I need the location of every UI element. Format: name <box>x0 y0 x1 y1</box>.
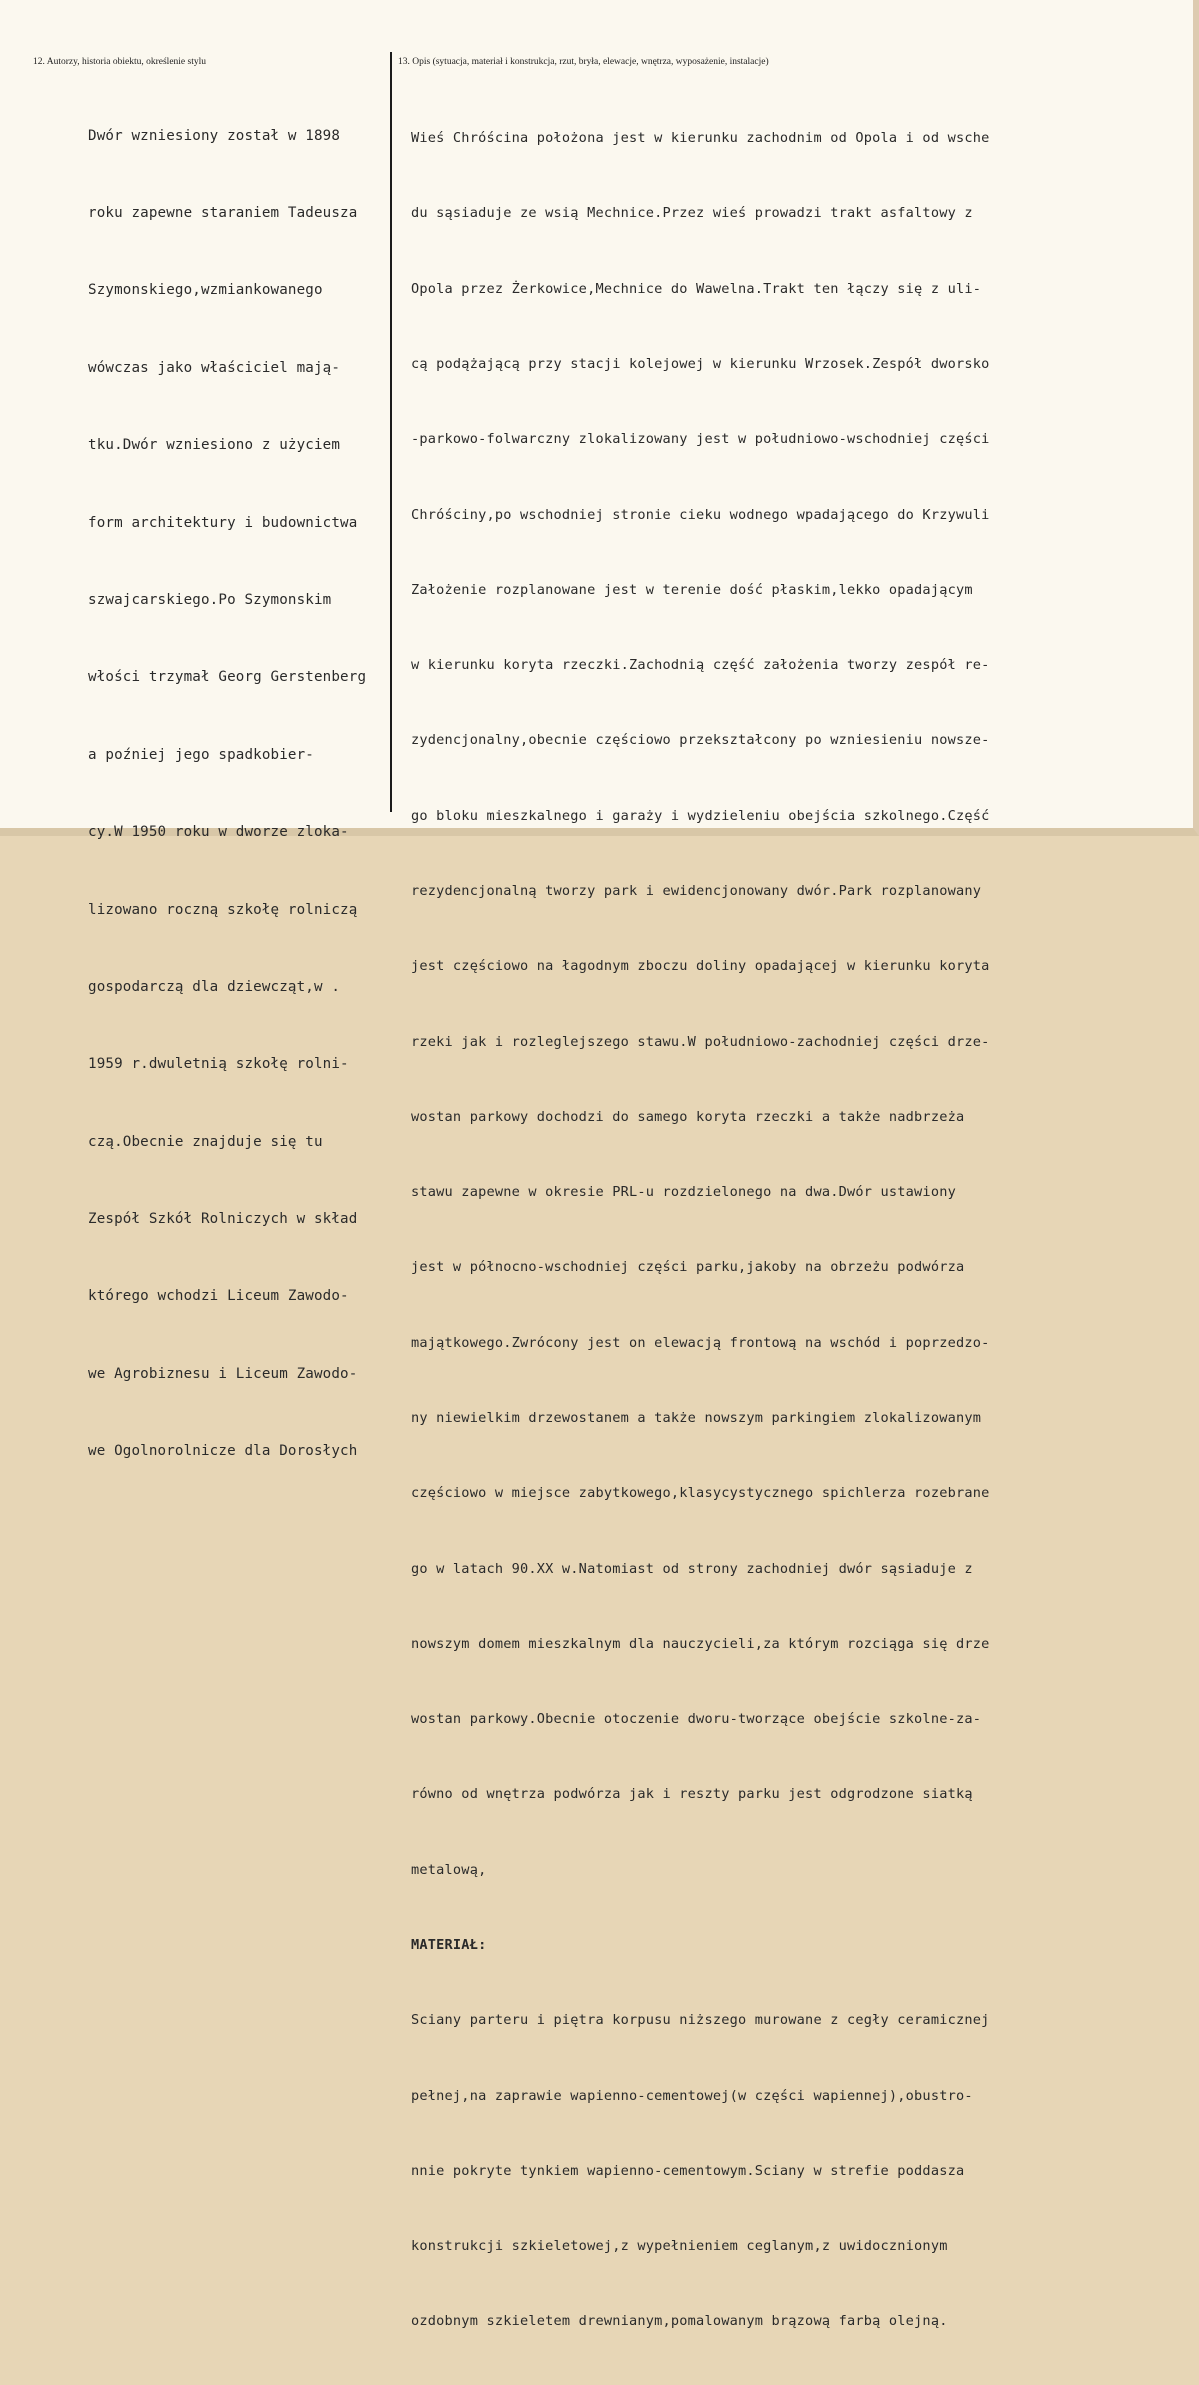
description-line: wostan parkowy.Obecnie otoczenie dworu-tworzące obejście szkolne-za- <box>411 1711 982 1728</box>
description-line: wostan parkowy dochodzi do samego koryta rzeczki a także nadbrzeża <box>411 1108 965 1125</box>
history-line: gospodarczą dla dziewcząt,w . <box>88 978 341 995</box>
description-line: go w latach 90.XX w.Natomiast od strony zachodniej dwór sąsiaduje z <box>411 1560 973 1577</box>
section-13-header: 13. Opis (sytuacja, materiał i konstrukcja, rzut, bryła, elewacje, wnętrza, wyposażenie, instalacje) <box>398 57 769 67</box>
history-line: wówczas jako właściciel mają- <box>88 359 341 376</box>
history-line: 1959 r.dwuletnią szkołę rolni- <box>88 1056 349 1073</box>
history-line: Dwór wzniesiony został w 1898 <box>88 127 341 144</box>
material-line: nnie pokryte tynkiem wapienno-cementowym.Sciany w strefie poddasza <box>411 2162 965 2179</box>
description-line: równo od wnętrza podwórza jak i reszty parku jest odgrodzone siatką <box>411 1786 973 1803</box>
history-line: czą.Obecnie znajduje się tu <box>88 1133 323 1150</box>
material-line: Sciany parteru i piętra korpusu niższego murowane z cegły ceramicznej <box>411 2012 990 2029</box>
description-line: stawu zapewne w okresie PRL-u rozdzielonego na dwa.Dwór ustawiony <box>411 1184 956 1201</box>
history-line: tku.Dwór wzniesiono z użyciem <box>88 437 341 454</box>
history-line: Szymonskiego,wzmiankowanego <box>88 282 323 299</box>
history-line: włości trzymał Georg Gerstenberg <box>88 669 367 686</box>
description-line: rzeki jak i rozleglejszego stawu.W południowo-zachodniej części drze- <box>411 1033 990 1050</box>
description-line: zydencjonalny,obecnie częściowo przekształcony po wzniesieniu nowsze- <box>411 732 990 749</box>
history-line: a poźniej jego spadkobier- <box>88 746 314 763</box>
description-line: -parkowo-folwarczny zlokalizowany jest w południowo-wschodniej części <box>411 431 990 448</box>
material-line: ozdobnym szkieletem drewnianym,pomalowanym brązową farbą olejną. <box>411 2313 948 2330</box>
description-line: Chróściny,po wschodniej stronie cieku wodnego wpadającego do Krzywuli <box>411 506 990 523</box>
description-line: Wieś Chróścina położona jest w kierunku zachodnim od Opola i od wsche <box>411 130 990 147</box>
column-divider <box>390 52 392 812</box>
history-line: we Ogolnorolnicze dla Dorosłych <box>88 1443 358 1460</box>
description-line: cą podążającą przy stacji kolejowej w kierunku Wrzosek.Zespół dworsko <box>411 356 990 373</box>
history-line: form architektury i budownictwa <box>88 514 358 531</box>
description-line: majątkowego.Zwrócony jest on elewacją frontową na wschód i poprzedzo- <box>411 1334 990 1351</box>
description-line: ny niewielkim drzewostanem a także nowszym parkingiem zlokalizowanym <box>411 1409 982 1426</box>
material-line: konstrukcji szkieletowej,z wypełnieniem ceglanym,z uwidocznionym <box>411 2238 948 2255</box>
description-line: rezydencjonalną tworzy park i ewidencjonowany dwór.Park rozplanowany <box>411 883 982 899</box>
description-line: Opola przez Żerkowice,Mechnice do Wawelna.Trakt ten łączy się z uli- <box>411 280 982 297</box>
description-line: metalową, <box>411 1861 487 1878</box>
description-line: Założenie rozplanowane jest w terenie dość płaskim,lekko opadającym <box>411 581 973 598</box>
material-line: pełnej,na zaprawie wapienno-cementowej(w części wapiennej),obustro- <box>411 2087 973 2104</box>
description-text-column <box>411 76 990 2385</box>
description-line: go bloku mieszkalnego i garaży i wydzieleniu obejścia szkolnego.Część <box>411 807 990 824</box>
history-text-column <box>88 72 366 1517</box>
history-line: we Agrobiznesu i Liceum Zawodo- <box>88 1365 358 1382</box>
description-line: jest częściowo na łagodnym zboczu doliny opadającej w kierunku koryta <box>411 958 990 975</box>
description-line: w kierunku koryta rzeczki.Zachodnią część założenia tworzy zespół re- <box>411 657 990 674</box>
history-line: lizowano roczną szkołę rolniczą <box>88 901 358 918</box>
description-line: du sąsiaduje ze wsią Mechnice.Przez wieś prowadzi trakt asfaltowy z <box>411 205 973 222</box>
history-line: szwajcarskiego.Po Szymonskim <box>88 591 332 608</box>
description-line: częściowo w miejsce zabytkowego,klasycystycznego spichlerza rozebrane <box>411 1485 990 1502</box>
history-line: Zespół Szkół Rolniczych w skład <box>88 1211 358 1228</box>
history-line: cy.W 1950 roku w dworze zloka- <box>88 824 349 841</box>
description-line: jest w północno-wschodniej części parku,jakoby na obrzeżu podwórza <box>411 1259 965 1276</box>
section-12-header: 12. Autorzy, historia obiektu, określenie stylu <box>33 57 206 67</box>
description-line: nowszym domem mieszkalnym dla nauczycieli,za którym rozciąga się drze <box>411 1635 990 1652</box>
material-heading: MATERIAŁ: <box>411 1936 487 1953</box>
history-line: roku zapewne staraniem Tadeusza <box>88 204 358 221</box>
history-line: którego wchodzi Liceum Zawodo- <box>88 1288 349 1305</box>
